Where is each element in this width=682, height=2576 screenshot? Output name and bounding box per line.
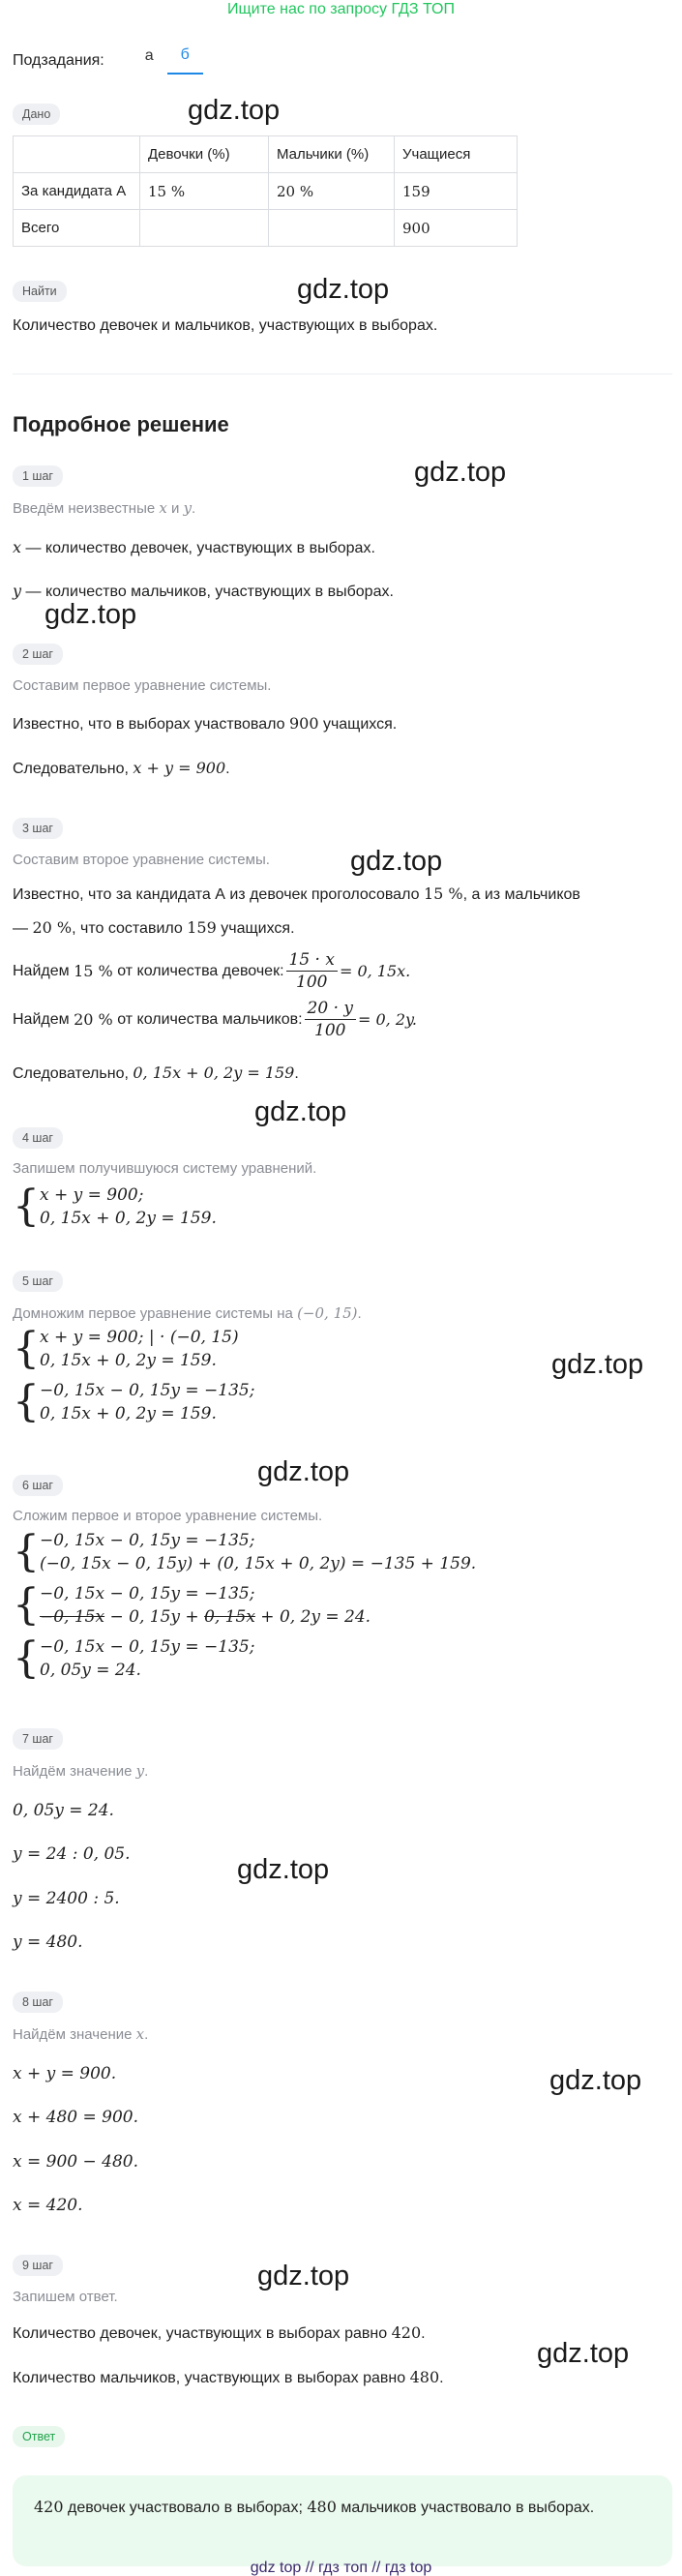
text: . (294, 1065, 299, 1082)
math: x (13, 538, 22, 556)
step-line (13, 998, 417, 1041)
text: Количество мальчиков, участвующих в выборах равно (13, 2370, 410, 2386)
step-hint (13, 2025, 148, 2043)
search-banner: Ищите нас по запросу ГДЗ ТОП (227, 1, 455, 17)
math: y (135, 1762, 145, 1780)
given-pill: Дано (13, 104, 60, 125)
text: . (225, 761, 230, 777)
step-hint (13, 1304, 362, 1322)
brace: { (13, 1182, 40, 1231)
step-line (13, 2323, 426, 2343)
equation: −0, 15x − 0, 15y = −135; (40, 1381, 255, 1400)
fraction-denominator: 100 (314, 1021, 346, 1040)
solution-title: Подробное решение (13, 412, 229, 436)
brace: { (13, 1580, 40, 1630)
equation: x + y = 900. (13, 2064, 117, 2083)
brace: { (13, 1324, 40, 1373)
text: — количество девочек, участвующих в выборах. (21, 540, 375, 556)
text: Найдём значение (13, 2026, 136, 2043)
equation: −0, 15x − 0, 15y = −135; (40, 1531, 255, 1550)
table-cell (14, 136, 140, 173)
equation-system (13, 1326, 239, 1372)
brace: { (13, 1377, 40, 1426)
fraction (305, 998, 356, 1041)
equation-system (13, 1379, 254, 1425)
equation: y = 480. (13, 1932, 83, 1952)
table-row (14, 210, 518, 247)
text: Известно, что в выборах участвовало (13, 716, 289, 733)
system-lines (40, 1529, 476, 1575)
watermark: gdz.top (257, 2261, 350, 2291)
brace: { (13, 1527, 40, 1576)
equation: −0, 15x − 0, 15y = −135; (40, 1584, 255, 1603)
text: , что составило (72, 920, 188, 937)
fraction (286, 949, 338, 993)
watermark: gdz.top (551, 1349, 644, 1380)
step-pill: 4 шаг (13, 1127, 63, 1149)
text: + 0, 2y = 24. (254, 1607, 371, 1627)
math: 420 (391, 2323, 422, 2342)
math: 15 % (423, 884, 463, 903)
text: Количество девочек, участвующих в выборах равно (13, 2325, 392, 2342)
math: 20 % (32, 918, 73, 937)
equation: x = 900 − 480. (13, 2152, 138, 2172)
math: x + y = 900 (133, 759, 226, 777)
equation: y = 24 : 0, 05. (13, 1844, 131, 1864)
watermark: gdz.top (350, 846, 443, 877)
step-line (13, 2368, 444, 2387)
step-pill: 5 шаг (13, 1271, 63, 1292)
table-cell: 900 (395, 210, 518, 247)
step-line (13, 582, 394, 601)
equation-system (13, 1529, 476, 1575)
text: Домножим первое уравнение системы на (13, 1305, 298, 1322)
watermark: gdz.top (297, 274, 390, 305)
watermark: gdz.top (188, 95, 281, 126)
step-pill: 6 шаг (13, 1475, 63, 1496)
step-hint: Составим первое уравнение системы. (13, 677, 272, 694)
text: Следовательно, (13, 1065, 133, 1082)
system-lines (40, 1582, 371, 1629)
text: . (192, 500, 196, 517)
fraction-denominator: 100 (296, 973, 328, 992)
system-lines (40, 1326, 239, 1372)
math: 480 (307, 2498, 337, 2516)
watermark: gdz.top (254, 1096, 347, 1127)
table-row (14, 136, 518, 173)
fraction-numerator: 15 · x (286, 949, 338, 972)
watermark: gdz.top (537, 2338, 630, 2369)
text: . (439, 2370, 444, 2386)
text: и (166, 500, 184, 517)
step-pill: 1 шаг (13, 465, 63, 487)
text: мальчиков участвовало в выборах. (336, 2500, 595, 2516)
step-hint: Запишем ответ. (13, 2289, 118, 2305)
watermark: gdz.top (44, 599, 137, 630)
step-line (13, 918, 295, 938)
subtask-tab-b[interactable]: б (167, 46, 203, 75)
step-line (13, 538, 375, 557)
math: 420 (34, 2498, 64, 2516)
step-pill: 9 шаг (13, 2255, 63, 2276)
equation: x + y = 900; | · (−0, 15) (40, 1328, 239, 1347)
equation: −0, 15x − 0, 15y = −135; (40, 1637, 255, 1657)
text: учащихся. (318, 716, 398, 733)
step-line (13, 1063, 299, 1083)
text: Следовательно, (13, 761, 133, 777)
watermark: gdz.top (414, 457, 507, 488)
math: 900 (288, 714, 319, 733)
step-line (13, 759, 230, 778)
equation: x = 420. (13, 2196, 83, 2215)
text: . (144, 2026, 149, 2043)
system-lines (40, 1183, 217, 1230)
step-hint (13, 1762, 148, 1780)
math: x (159, 499, 167, 517)
step-line (13, 949, 410, 993)
brace: { (13, 1633, 40, 1683)
math: 159 (187, 918, 217, 937)
table-cell: Всего (14, 210, 140, 247)
table-cell: 20 % (269, 173, 395, 210)
equation: (−0, 15x − 0, 15y) + (0, 15x + 0, 2y) = −135 + 159. (40, 1554, 477, 1573)
footer-links[interactable]: gdz top // гдз топ // гдз top (250, 2560, 432, 2576)
equation: 0, 05y = 24. (40, 1661, 141, 1680)
step-line (13, 884, 580, 904)
step-hint: Сложим первое и второе уравнение системы. (13, 1508, 323, 1524)
text: от количества мальчиков: (117, 1010, 303, 1028)
step-pill: 2 шаг (13, 644, 63, 665)
math: = 0, 2y. (357, 1010, 418, 1029)
table-cell: За кандидата А (14, 173, 140, 210)
math: (−0, 15) (297, 1304, 358, 1322)
table-cell: Учащиеся (395, 136, 518, 173)
watermark: gdz.top (237, 1854, 330, 1885)
step-hint: Запишем получившуюся систему уравнений. (13, 1160, 317, 1177)
equation: y = 2400 : 5. (13, 1889, 120, 1908)
text: Найдём значение (13, 1763, 136, 1780)
cancelled-term: −0, 15x (40, 1607, 105, 1627)
step-pill: 8 шаг (13, 1992, 63, 2013)
text: Найдем (13, 1010, 70, 1028)
table-cell: Мальчики (%) (269, 136, 395, 173)
equation: 0, 15x + 0, 2y = 159. (40, 1404, 217, 1423)
text: — количество мальчиков, участвующих в выборах. (21, 584, 394, 600)
answer-pill: Ответ (13, 2426, 65, 2447)
equation: 0, 15x + 0, 2y = 159. (40, 1351, 217, 1370)
equation-system (13, 1635, 254, 1682)
table-row (14, 173, 518, 210)
system-lines (40, 1379, 254, 1425)
text: — (13, 920, 33, 937)
equation: x + 480 = 900. (13, 2108, 138, 2127)
math: y (183, 499, 193, 517)
watermark: gdz.top (257, 1456, 350, 1487)
find-pill: Найти (13, 281, 67, 302)
subtasks-label: Подзадания: (13, 51, 104, 69)
math: x (135, 2025, 145, 2043)
step-hint: Составим второе уравнение системы. (13, 852, 270, 868)
step-line (13, 714, 397, 734)
table-cell: 15 % (140, 173, 269, 210)
text: Введём неизвестные (13, 500, 160, 517)
step-pill: 3 шаг (13, 818, 63, 839)
math: 20 % (74, 1010, 113, 1029)
table-cell: Девочки (%) (140, 136, 269, 173)
fraction-numerator: 20 · y (305, 998, 356, 1020)
math: 0, 15x + 0, 2y = 159 (133, 1063, 295, 1082)
text: . (144, 1763, 149, 1780)
math: 15 % (74, 962, 113, 980)
equation: 0, 15x + 0, 2y = 159. (40, 1209, 217, 1228)
text: девочек участвовало в выборах; (63, 2500, 308, 2516)
math: = 0, 15x. (339, 962, 411, 980)
given-table (13, 135, 518, 247)
math: 480 (409, 2368, 440, 2386)
text: . (421, 2325, 426, 2342)
system-lines (40, 1635, 254, 1682)
watermark: gdz.top (549, 2065, 642, 2096)
equation-system (13, 1582, 371, 1629)
table-cell (269, 210, 395, 247)
subtask-tab-a[interactable]: а (144, 47, 154, 64)
text: − 0, 15y + (104, 1607, 205, 1627)
equation: x + y = 900; (40, 1185, 144, 1205)
table-cell (140, 210, 269, 247)
answer-box (13, 2475, 672, 2566)
text: Известно, что за кандидата А из девочек проголосовало (13, 886, 424, 903)
equation-system (13, 1183, 217, 1230)
equation: 0, 05y = 24. (13, 1801, 114, 1820)
step-hint (13, 499, 195, 517)
math: y (13, 582, 22, 600)
equation (40, 1605, 371, 1629)
text: от количества девочек: (117, 962, 284, 979)
text: Найдем (13, 962, 70, 979)
text: учащихся. (216, 920, 295, 937)
text: , а из мальчиков (462, 886, 580, 903)
cancelled-term: 0, 15x (204, 1607, 255, 1627)
table-cell: 159 (395, 173, 518, 210)
step-pill: 7 шаг (13, 1728, 63, 1750)
subtasks-bar (13, 46, 203, 75)
find-text: Количество девочек и мальчиков, участвующих в выборах. (13, 317, 438, 334)
text: . (357, 1305, 362, 1322)
